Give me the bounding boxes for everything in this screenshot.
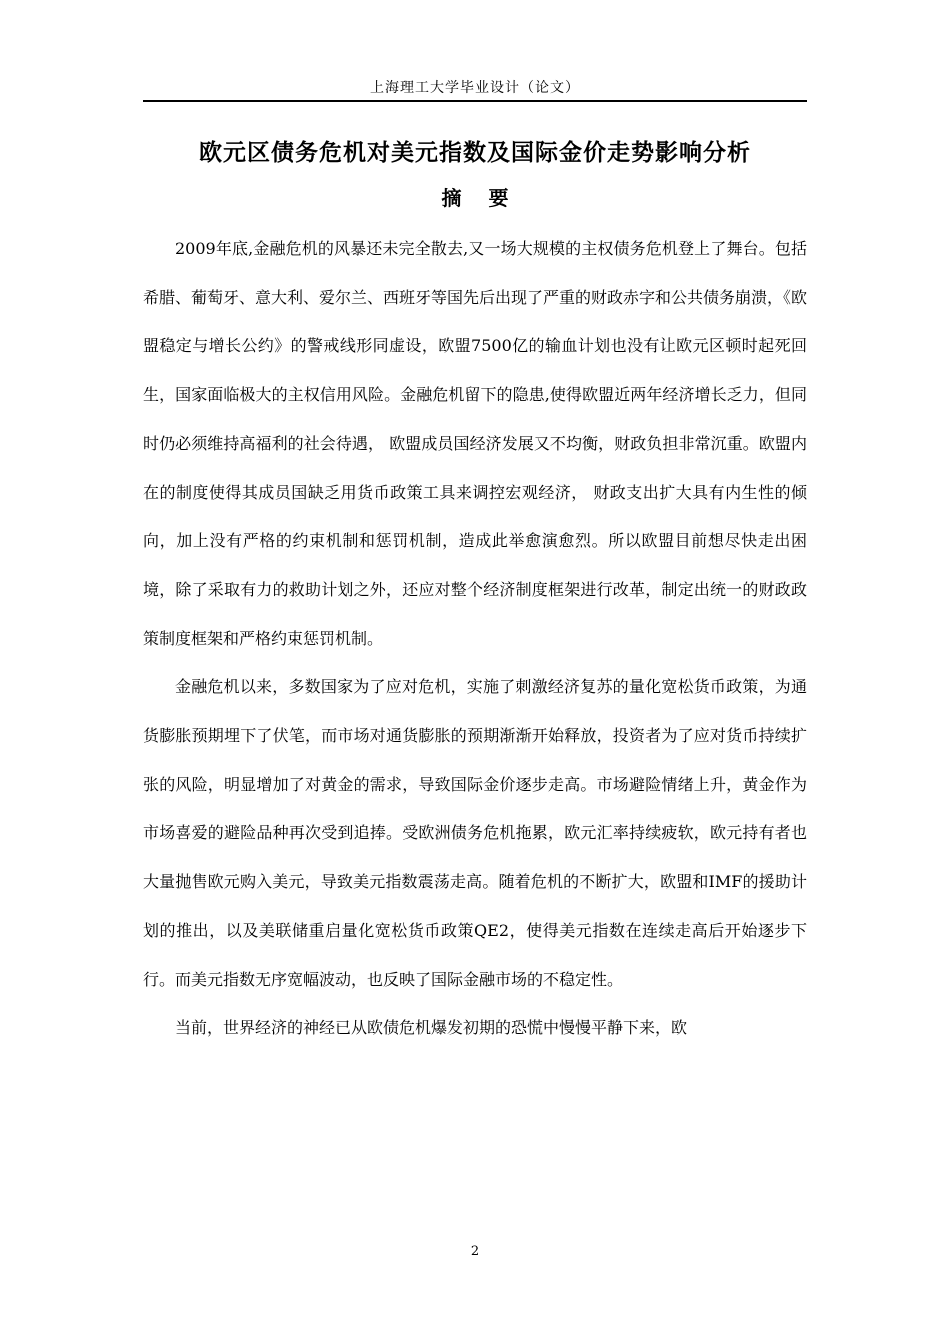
paragraph: 金融危机以来，多数国家为了应对危机，实施了刺激经济复苏的量化宽松货币政策，为通货膨胀预期埋下了伏笔，而市场对通货膨胀的预期渐渐开始释放，投资者为了应对货币持续扩张的风险，明显增加了对黄金的需求，导致国际金价逐步走高。市场避险情绪上升，黄金作为市场喜爱的避险品种再次受到追捧。受欧洲债务危机拖累，欧元汇率持续疲软，欧元持有者也大量抛售欧元购入美元，导致美元指数震荡走高。随着危机的不断扩大，欧盟和IMF的援助计划的推出，以及美联储重启量化宽松货币政策QE2，使得美元指数在连续走高后开始逐步下行。而美元指数无序宽幅波动，也反映了国际金融市场的不稳定性。: [143, 677, 807, 989]
abstract-heading: 摘 要: [441, 186, 519, 210]
document-title: 欧元区债务危机对美元指数及国际金价走势影响分析: [199, 140, 751, 166]
paragraph: 2009年底,金融危机的风暴还未完全散去,又一场大规模的主权债务危机登上了舞台。包括希腊、葡萄牙、意大利、爱尔兰、西班牙等国先后出现了严重的财政赤字和公共债务崩溃，《欧盟稳定与增长公约》的警戒线形同虚设，欧盟7500亿的输血计划也没有让欧元区顿时起死回生，国家面临极大的主权信用风险。金融危机留下的隐患,使得欧盟近两年经济增长乏力，但同时仍必须维持高福利的社会待遇， 欧盟成员国经济发展又不均衡，财政负担非常沉重。欧盟内在的制度使得其成员国缺乏用货币政策工具来调控宏观经济， 财政支出扩大具有内生性的倾向，加上没有严格的约束机制和惩罚机制，造成此举愈演愈烈。所以欧盟目前想尽快走出困境，除了采取有力的救助计划之外，还应对整个经济制度框架进行改革，制定出统一的财政政策制度框架和严格约束惩罚机制。: [143, 239, 808, 648]
page-header: 上海理工大学毕业设计（论文）: [370, 80, 580, 96]
header-divider: [143, 100, 807, 102]
abstract-body: [143, 225, 807, 1053]
page-number: 2: [470, 1244, 480, 1259]
paragraph: 当前，世界经济的神经已从欧债危机爆发初期的恐慌中慢慢平静下来，欧: [175, 1018, 688, 1038]
